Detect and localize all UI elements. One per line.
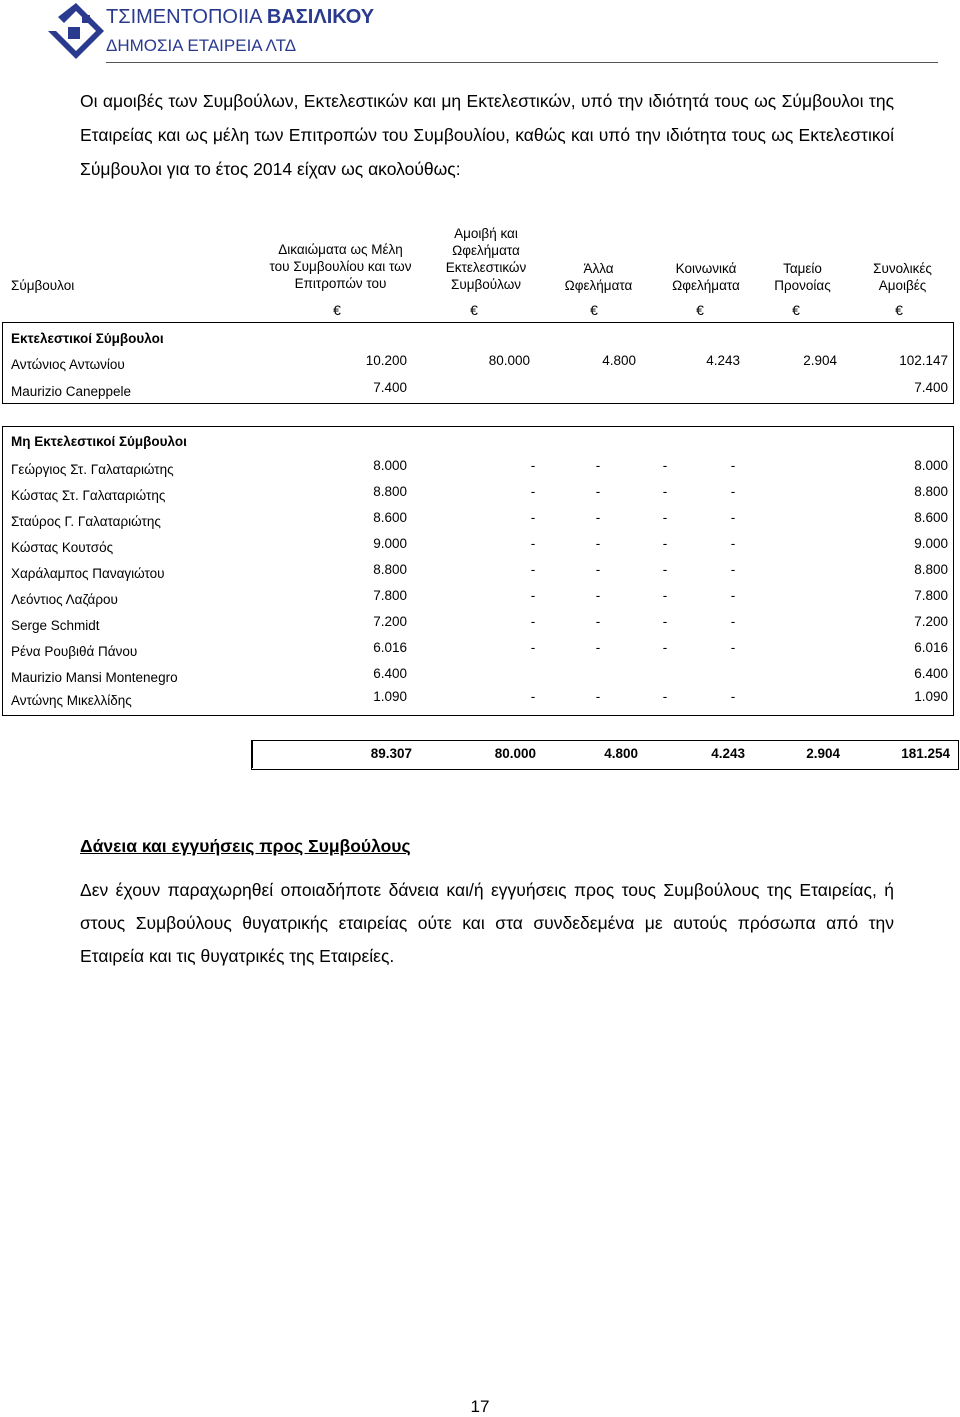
total-value: 102.147 <box>899 353 948 368</box>
fees-value: 7.400 <box>373 380 407 395</box>
header-col-social-benefits: Κοινωνικά Ωφελήματα <box>672 261 740 293</box>
header-col-provident-fund: Ταμείο Προνοίας <box>774 261 831 293</box>
loans-section-text: Δεν έχουν παραχωρηθεί οποιαδήποτε δάνεια και/ή εγγυήσεις προς τους Συμβούλους της Εταιρείας, ή στους Συμβούλους θυγατρικής εταιρείας ούτε και στα συνδεδεμένα με αυτούς πρόσωπα από την Εταιρεία και τις θυγατρικές της Εταιρείες. <box>80 880 894 966</box>
header-col-directors: Σύμβουλοι <box>11 278 75 293</box>
total-value: 7.400 <box>914 380 948 395</box>
empty-value-dash: - <box>595 689 601 704</box>
empty-value-dash: - <box>662 458 668 473</box>
director-name: Κώστας Στ. Γαλαταριώτης <box>11 488 166 503</box>
empty-value-dash: - <box>595 562 601 577</box>
total-value: 9.000 <box>914 536 948 551</box>
empty-value-dash: - <box>662 536 668 551</box>
director-name: Σταύρος Γ. Γαλαταριώτης <box>11 514 161 529</box>
currency-symbol: € <box>792 302 800 318</box>
director-name: Serge Schmidt <box>11 618 100 633</box>
fees-value: 10.200 <box>365 353 407 368</box>
loans-section-title: Δάνεια και εγγυήσεις προς Συμβούλους <box>80 836 411 856</box>
fees-value: 8.800 <box>373 484 407 499</box>
director-name: Maurizio Caneppele <box>11 384 132 399</box>
empty-value-dash: - <box>595 588 601 603</box>
empty-value-dash: - <box>595 510 601 525</box>
empty-value-dash: - <box>730 588 736 603</box>
empty-value-dash: - <box>530 484 536 499</box>
total-value: 7.800 <box>914 588 948 603</box>
empty-value-dash: - <box>730 689 736 704</box>
grand-total-c5: 2.904 <box>806 746 840 761</box>
empty-value-dash: - <box>530 510 536 525</box>
currency-symbol: € <box>333 302 341 318</box>
fees-value: 1.090 <box>373 689 407 704</box>
empty-value-dash: - <box>530 689 536 704</box>
empty-value-dash: - <box>662 510 668 525</box>
empty-value-dash: - <box>662 562 668 577</box>
empty-value-dash: - <box>595 536 601 551</box>
empty-value-dash: - <box>662 614 668 629</box>
total-value: 8.800 <box>914 562 948 577</box>
director-name: Γεώργιος Στ. Γαλαταριώτης <box>11 462 174 477</box>
grand-total-c1: 89.307 <box>370 746 412 761</box>
empty-value-dash: - <box>662 689 668 704</box>
header-col-fees: Δικαιώματα ως Μέλη του Συμβουλίου και των Επιτροπών του <box>269 242 412 291</box>
empty-value-dash: - <box>595 484 601 499</box>
fees-value: 8.600 <box>373 510 407 525</box>
empty-value-dash: - <box>530 588 536 603</box>
total-value: 6.400 <box>914 666 948 681</box>
amount-value: 2.904 <box>803 353 837 368</box>
total-value: 8.600 <box>914 510 948 525</box>
empty-value-dash: - <box>530 562 536 577</box>
director-name: Αντώνης Μικελλίδης <box>11 693 132 708</box>
grand-total-c3: 4.800 <box>604 746 638 761</box>
fees-value: 8.800 <box>373 562 407 577</box>
amount-value: 80.000 <box>488 353 530 368</box>
empty-value-dash: - <box>662 484 668 499</box>
total-value: 6.016 <box>914 640 948 655</box>
empty-value-dash: - <box>662 588 668 603</box>
grand-total-c6: 181.254 <box>901 746 950 761</box>
page-number: 17 <box>470 1397 490 1416</box>
empty-value-dash: - <box>730 510 736 525</box>
fees-value: 7.800 <box>373 588 407 603</box>
currency-symbol: € <box>590 302 598 318</box>
empty-value-dash: - <box>730 484 736 499</box>
empty-value-dash: - <box>530 614 536 629</box>
amount-value: 4.243 <box>706 353 740 368</box>
empty-value-dash: - <box>530 458 536 473</box>
director-name: Κώστας Κουτσός <box>11 540 114 555</box>
fees-value: 7.200 <box>373 614 407 629</box>
totals-box-edge <box>251 740 253 768</box>
empty-value-dash: - <box>530 640 536 655</box>
total-value: 8.800 <box>914 484 948 499</box>
header-col-other-benefits: Άλλα Ωφελήματα <box>564 261 633 293</box>
empty-value-dash: - <box>730 562 736 577</box>
currency-symbol: € <box>470 302 478 318</box>
empty-value-dash: - <box>595 458 601 473</box>
company-subtitle: ΔΗΜΟΣΙΑ ΕΤΑΙΡΕΙΑ ΛΤΔ <box>106 36 297 55</box>
empty-value-dash: - <box>662 640 668 655</box>
grand-total-c2: 80.000 <box>494 746 536 761</box>
empty-value-dash: - <box>595 640 601 655</box>
non-executive-section-title: Μη Εκτελεστικοί Σύμβουλοι <box>11 434 187 449</box>
fees-value: 6.400 <box>373 666 407 681</box>
header-col-total: Συνολικές Αμοιβές <box>873 261 932 293</box>
empty-value-dash: - <box>730 614 736 629</box>
intro-paragraph: Οι αμοιβές των Συμβούλων, Εκτελεστικών και μη Εκτελεστικών, υπό την ιδιότητά τους ως Σύμβουλοι της Εταιρείας και ως μέλη των Επιτροπών του Συμβουλίου, καθώς και υπό την ιδιότητα τους ως Εκτελεστικοί Σύμβουλοι για το έτος 2014 είχαν ως ακολούθως: <box>80 91 894 179</box>
currency-symbol: € <box>895 302 903 318</box>
company-name: ΤΣΙΜΕΝΤΟΠΟΙΙΑ ΒΑΣΙΛΙΚΟΥ <box>106 6 375 28</box>
empty-value-dash: - <box>730 640 736 655</box>
director-name: Maurizio Mansi Montenegro <box>11 670 178 685</box>
empty-value-dash: - <box>530 536 536 551</box>
director-name: Λεόντιος Λαζάρου <box>11 592 118 607</box>
currency-symbol: € <box>696 302 704 318</box>
total-value: 8.000 <box>914 458 948 473</box>
grand-total-c4: 4.243 <box>711 746 745 761</box>
header-col-exec-pay: Αμοιβή και Ωφελήματα Εκτελεστικών Συμβούλων <box>445 226 527 292</box>
executive-section-title: Εκτελεστικοί Σύμβουλοι <box>11 331 164 346</box>
empty-value-dash: - <box>730 536 736 551</box>
total-value: 1.090 <box>914 689 948 704</box>
fees-value: 9.000 <box>373 536 407 551</box>
fees-value: 6.016 <box>373 640 407 655</box>
fees-value: 8.000 <box>373 458 407 473</box>
director-name: Ρένα Ρουβιθά Πάνου <box>11 644 138 659</box>
total-value: 7.200 <box>914 614 948 629</box>
director-name: Χαράλαμπος Παναγιώτου <box>11 566 165 581</box>
company-logo <box>46 1 106 61</box>
director-name: Αντώνιος Αντωνίου <box>11 357 125 372</box>
amount-value: 4.800 <box>602 353 636 368</box>
empty-value-dash: - <box>595 614 601 629</box>
empty-value-dash: - <box>730 458 736 473</box>
header-rule <box>106 62 938 63</box>
